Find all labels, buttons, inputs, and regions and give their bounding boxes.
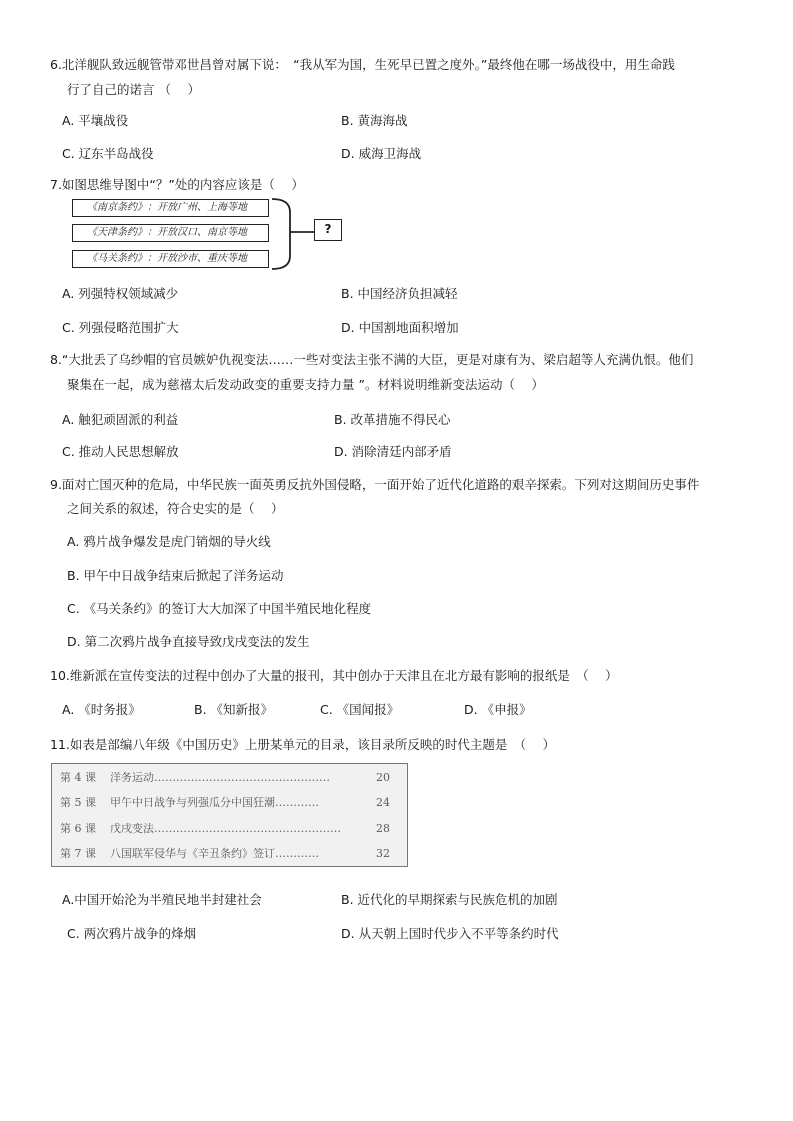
toc-lesson: 第 5 课	[60, 796, 96, 809]
mind-map-question-box: ?	[314, 219, 342, 241]
toc-title: 洋务运动…………………………………………	[110, 771, 330, 784]
q6-option-c: C. 辽东半岛战役	[62, 146, 154, 161]
q8-option-b: B. 改革措施不得民心	[334, 412, 451, 427]
q11-option-c: C. 两次鸦片战争的烽烟	[67, 926, 197, 941]
toc-row	[60, 770, 390, 786]
q7-option-b: B. 中国经济负担减轻	[341, 286, 458, 301]
mind-map-item: 《天津条约》：开放汉口、南京等地	[72, 224, 269, 242]
q7-option-a: A. 列强特权领域减少	[62, 286, 179, 301]
q7-stem: 7.如图思维导图中“？”处的内容应该是（ ）	[50, 177, 304, 192]
q11-option-b: B. 近代化的早期探索与民族危机的加剧	[341, 892, 558, 907]
toc-page: 28	[376, 822, 390, 835]
q11-option-d: D. 从天朝上国时代步入不平等条约时代	[341, 926, 559, 941]
q10-option-a: A. 《时务报》	[62, 702, 141, 717]
q9-option-c: C. 《马关条约》的签订大大加深了中国半殖民地化程度	[67, 601, 372, 616]
q6-stem-line1: 6.北洋舰队致远舰管带邓世昌曾对属下说： “我从军为国，生死早已置之度外。”最终他在哪一场战役中，用生命践	[50, 57, 675, 72]
toc-title: 戊戌变法……………………………………………	[110, 822, 341, 835]
q11-table-of-contents	[51, 763, 408, 867]
q9-option-a: A. 鸦片战争爆发是虎门销烟的导火线	[67, 534, 271, 549]
toc-row	[60, 821, 390, 837]
toc-title: 甲午中日战争与列强瓜分中国狂潮…………	[110, 796, 319, 809]
q10-option-b: B. 《知新报》	[194, 702, 274, 717]
q10-option-c: C. 《国闻报》	[320, 702, 400, 717]
q7-option-c: C. 列强侵略范围扩大	[62, 320, 179, 335]
q6-stem-line2: 行了自己的诺言 （ ）	[67, 82, 200, 97]
bracket-connector	[270, 196, 316, 272]
q9-stem-line1: 9.面对亡国灭种的危局，中华民族一面英勇反抗外国侵略，一面开始了近代化道路的艰辛探索。下列对这期间历史事件	[50, 477, 700, 492]
toc-row	[60, 795, 390, 811]
toc-row	[60, 846, 390, 862]
q10-stem: 10.维新派在宣传变法的过程中创办了大量的报刊，其中创办于天津且在北方最有影响的报纸是 （ ）	[50, 668, 618, 683]
q9-stem-line2: 之间关系的叙述，符合史实的是（ ）	[67, 501, 284, 516]
q11-option-a: A.中国开始沦为半殖民地半封建社会	[62, 892, 262, 907]
toc-title: 八国联军侵华与《辛丑条约》签订…………	[110, 847, 319, 860]
q10-option-d: D. 《申报》	[464, 702, 532, 717]
q6-option-a: A. 平壤战役	[62, 113, 129, 128]
q9-option-b: B. 甲午中日战争结束后掀起了洋务运动	[67, 568, 284, 583]
q8-stem-line1: 8.“大批丢了乌纱帽的官员嫉妒仇视变法……一些对变法主张不满的大臣，更是对康有为、梁启超等人充满仇恨。他们	[50, 352, 694, 367]
toc-page: 24	[376, 796, 390, 809]
toc-page: 20	[376, 771, 390, 784]
q7-option-d: D. 中国割地面积增加	[341, 320, 459, 335]
toc-lesson: 第 6 课	[60, 822, 96, 835]
toc-page: 32	[376, 847, 390, 860]
q8-option-a: A. 触犯顽固派的利益	[62, 412, 179, 427]
q8-stem-line2: 聚集在一起，成为慈禧太后发动政变的重要支持力量 ”。材料说明维新变法运动（ ）	[67, 377, 544, 392]
q8-option-d: D. 消除清廷内部矛盾	[334, 444, 452, 459]
mind-map-item: 《马关条约》：开放沙市、重庆等地	[72, 250, 269, 268]
q9-option-d: D. 第二次鸦片战争直接导致戊戌变法的发生	[67, 634, 310, 649]
mind-map-item: 《南京条约》：开放广州、上海等地	[72, 199, 269, 217]
q6-option-d: D. 威海卫海战	[341, 146, 422, 161]
q8-option-c: C. 推动人民思想解放	[62, 444, 179, 459]
q6-option-b: B. 黄海海战	[341, 113, 408, 128]
toc-lesson: 第 7 课	[60, 847, 96, 860]
toc-lesson: 第 4 课	[60, 771, 96, 784]
q11-stem: 11.如表是部编八年级《中国历史》上册某单元的目录，该目录所反映的时代主题是 （ ）	[50, 737, 556, 752]
